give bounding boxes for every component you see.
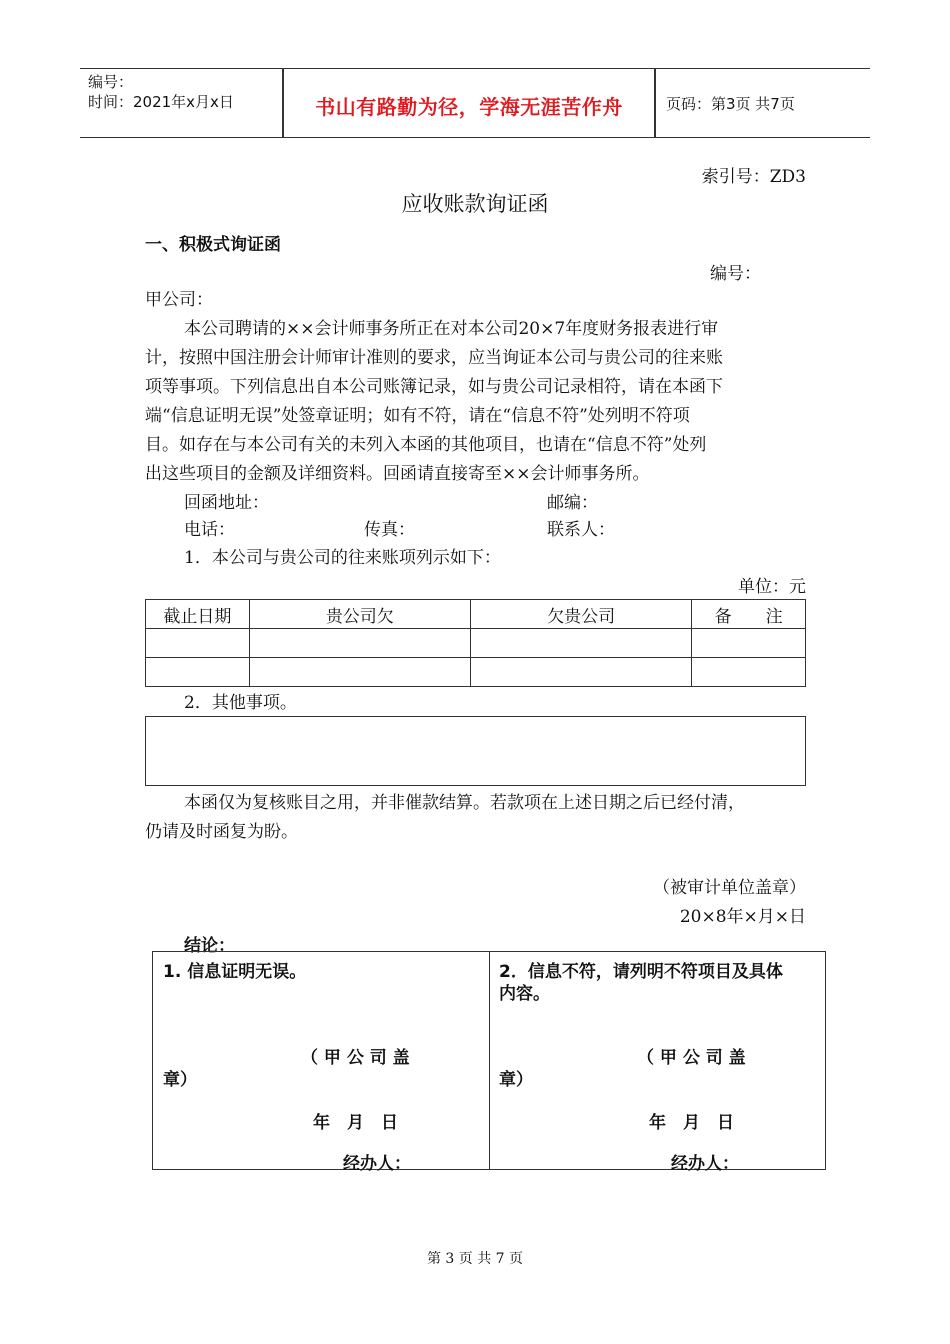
fax-label: 传真：: [364, 520, 415, 540]
account-table: [145, 599, 806, 687]
right-seal-line-1: （ 甲 公 司 盖: [637, 1048, 746, 1068]
body-line: 本公司聘请的××会计师事务所正在对本公司20×7年度财务报表进行审: [184, 319, 719, 339]
letter-date: 20×8年×月×日: [679, 907, 806, 927]
header-motto: 书山有路勤为径，学海无涯苦作舟: [315, 95, 623, 119]
confirm-correct-title: 1. 信息证明无误。: [163, 962, 307, 982]
conclusion-divider: [489, 952, 490, 1169]
header-page-info: 页码：第3页 共7页: [666, 95, 795, 113]
left-seal-line-1: （ 甲 公 司 盖: [301, 1048, 410, 1068]
unit-label: 单位：元: [738, 577, 806, 597]
page-title: 应收账款询证函: [401, 192, 549, 216]
left-handler: 经办人：: [343, 1154, 411, 1174]
conclusion-table: [152, 951, 826, 1174]
column-header-remarks: 备 注: [692, 600, 806, 629]
other-matters-box: [145, 716, 806, 786]
note-line: 本函仅为复核账目之用，并非催款结算。若款项在上述日期之后已经付清，: [184, 793, 745, 813]
note-line: 仍请及时函复为盼。: [145, 822, 298, 842]
column-header-owed-by-you: 贵公司欠: [249, 600, 470, 629]
number-label: 编号：: [88, 73, 134, 91]
page-footer: 第 3 页 共 7 页: [426, 1251, 524, 1267]
table-cell: [692, 629, 806, 658]
right-seal-line-2: 章）: [499, 1070, 533, 1090]
time-label: 时间：2021年x月x日: [88, 93, 234, 111]
right-handler: 经办人：: [671, 1154, 739, 1174]
mismatch-title-line-1: 2．信息不符，请列明不符项目及具体: [499, 962, 783, 982]
item-2-text: 2．其他事项。: [184, 693, 297, 713]
table-cell: [692, 658, 806, 687]
index-number: 索引号：ZD3: [701, 167, 806, 187]
item-1-text: 1．本公司与贵公司的往来账项列示如下：: [184, 548, 501, 568]
table-row: [146, 629, 806, 658]
section-heading: 一、积极式询证函: [145, 235, 281, 255]
right-date: 年 月 日: [649, 1113, 734, 1133]
body-line: 出这些项目的金额及详细资料。回函请直接寄至××会计师事务所。: [145, 464, 650, 484]
body-line: 计，按照中国注册会计师审计准则的要求，应当询证本公司与贵公司的往来账: [145, 348, 723, 368]
contact-person-label: 联系人：: [547, 520, 615, 540]
body-line: 端“信息证明无误”处签章证明；如有不符，请在“信息不符”处列明不符项: [145, 406, 690, 426]
phone-label: 电话：: [184, 520, 235, 540]
body-line: 目。如存在与本公司有关的未列入本函的其他项目，也请在“信息不符”处列: [145, 435, 707, 455]
body-line: 项等事项。下列信息出自本公司账簿记录，如与贵公司记录相符，请在本函下: [145, 377, 723, 397]
column-header-owed-to-you: 欠贵公司: [470, 600, 691, 629]
left-seal-line-2: 章）: [163, 1070, 197, 1090]
left-date: 年 月 日: [313, 1113, 398, 1133]
conclusion-label: 结论：: [184, 936, 235, 956]
table-cell: [470, 629, 691, 658]
postcode-label: 邮编：: [547, 493, 598, 513]
table-cell: [249, 658, 470, 687]
table-cell: [146, 658, 250, 687]
auditee-seal: （被审计单位盖章）: [653, 878, 806, 898]
reply-address-label: 回函地址：: [184, 493, 269, 513]
letter-number-label: 编号：: [710, 264, 761, 284]
mismatch-title-line-2: 内容。: [499, 984, 550, 1004]
header-meta: [88, 72, 234, 112]
table-row: [146, 658, 806, 687]
addressee: 甲公司：: [145, 290, 213, 310]
document-header: [80, 68, 870, 138]
table-cell: [249, 629, 470, 658]
table-cell: [470, 658, 691, 687]
column-header-cutoff-date: 截止日期: [146, 600, 250, 629]
table-cell: [146, 629, 250, 658]
table-header-row: [146, 600, 806, 629]
